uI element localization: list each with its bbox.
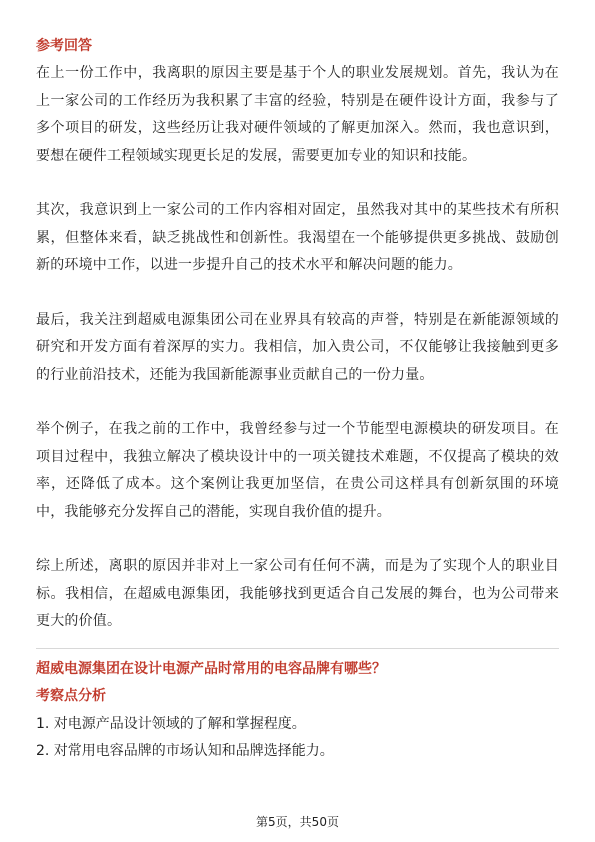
document-page: [36, 36, 559, 765]
answer-paragraph-3: 最后，我关注到超威电源集团公司在业界具有较高的声誉，特别是在新能源领域的研究和开发方面有着深厚的实力。我相信，加入贵公司，不仅能够让我接触到更多的行业前沿技术，还能为我国新能源事业贡献自己的一份力量。: [36, 311, 559, 383]
reference-answer-heading: 参考回答: [36, 38, 92, 54]
analysis-heading: 考察点分析: [36, 687, 106, 704]
question-title: 超威电源集团在设计电源产品时常用的电容品牌有哪些？: [36, 660, 386, 677]
answer-paragraph-4: 举个例子，在我之前的工作中，我曾经参与过一个节能型电源模块的研发项目。在项目过程中，我独立解决了模块设计中的一项关键技术难题，不仅提高了模块的效率，还降低了成本。这个案例让我更加坚信，在贵公司这样具有创新氛围的环境中，我能够充分发挥自己的潜能，实现自我价值的提升。: [36, 421, 559, 520]
answer-paragraph-2: 其次，我意识到上一家公司的工作内容相对固定，虽然我对其中的某些技术有所积累，但整体来看，缺乏挑战性和创新性。我渴望在一个能够提供更多挑战、鼓励创新的环境中工作，以进一步提升自己的技术水平和解决问题的能力。: [36, 202, 559, 273]
analysis-point-1: 1. 对电源产品设计领域的了解和掌握程度。: [36, 715, 306, 732]
answer-paragraph-1: 在上一份工作中，我离职的原因主要是基于个人的职业发展规划。首先，我认为在上一家公司的工作经历为我积累了丰富的经验，特别是在硬件设计方面，我参与了多个项目的研发，这些经历让我对硬件领域的了解更加深入。然而，我也意识到，要想在硬件工程领域实现更长足的发展，需要更加专业的知识和技能。: [36, 65, 559, 164]
page-number: 第5页，共50页: [256, 815, 339, 829]
analysis-point-2: 2. 对常用电容品牌的市场认知和品牌选择能力。: [36, 742, 334, 759]
answer-paragraph-5: 综上所述，离职的原因并非对上一家公司有任何不满，而是为了实现个人的职业目标。我相信，在超威电源集团，我能够找到更适合自己发展的舞台，也为公司带来更大的价值。: [36, 558, 559, 629]
section-divider: [36, 648, 559, 649]
